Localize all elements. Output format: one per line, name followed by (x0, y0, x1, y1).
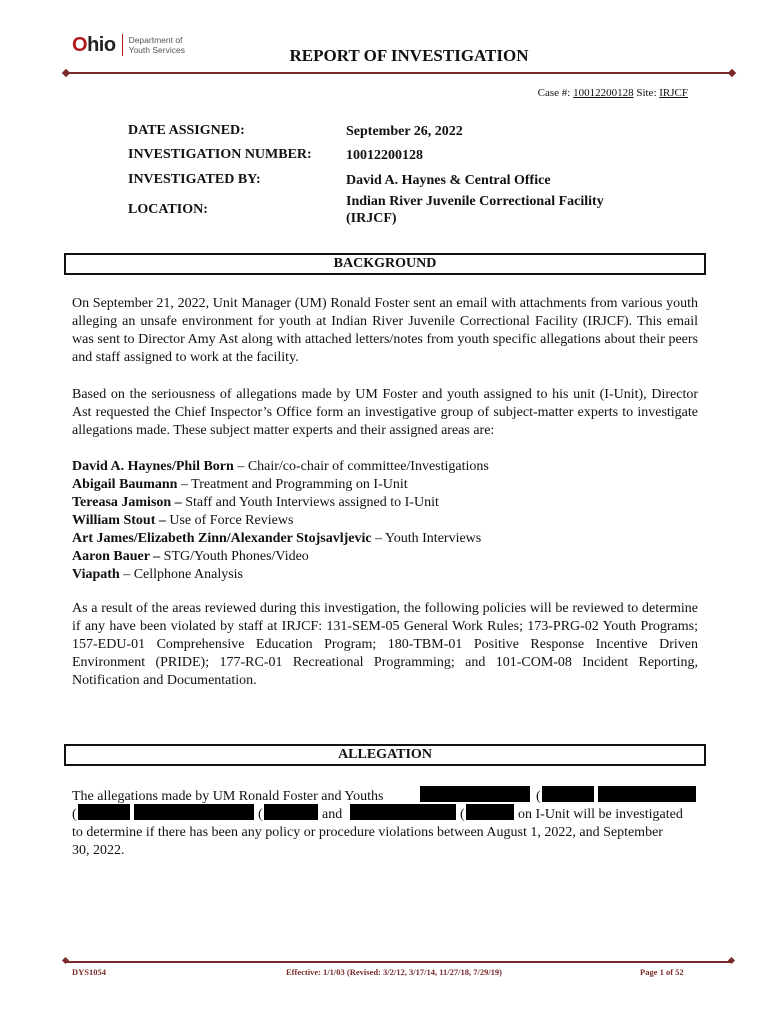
site-label: Site: (636, 87, 657, 99)
footer-page-number: Page 1 of 52 (640, 967, 684, 977)
list-item (72, 512, 698, 530)
location-value (346, 193, 646, 227)
background-paragraph-3: As a result of the areas reviewed during this investigation, the following policies will be reviewed to determine if any have been violated by staff at IRJCF: 131-SEM-05 General Work Rules; 173-PRG-02 Youth Programs; 157-EDU-01 Comprehensive Education Program; 180-TBM-01 Positive Response Incentive Driven Environment (PRIDE); 177-RC-01 Recreational Programming; and 101-COM-08 Incident Reporting, Notification and Documentation. (72, 601, 698, 688)
paren: ( (460, 807, 465, 822)
case-reference (538, 87, 688, 99)
footer-form-id: DYS1054 (72, 967, 107, 977)
footer-effective: Effective: 1/1/03 (Revised: 3/2/12, 3/17/14, 11/27/18, 7/29/19) (286, 967, 503, 977)
site-value: IRJCF (659, 87, 688, 99)
background-paragraph-1: On September 21, 2022, Unit Manager (UM) Ronald Foster sent an email with attachments from various youth alleging an unsafe environment for youth at Indian River Juvenile Correctional Facility (IRJCF). This email was sent to Director Amy Ast along with attached letters/notes from youth specific allegations about their peers and staff assigned to work at the facility. (72, 296, 698, 365)
expert-role: – Youth Interviews (371, 531, 482, 546)
allegation-heading: ALLEGATION (64, 744, 706, 766)
redaction-box (420, 786, 530, 802)
list-item (72, 494, 698, 512)
expert-role: – Cellphone Analysis (119, 567, 243, 582)
investigated-by-value: David A. Haynes & Central Office (346, 173, 551, 188)
expert-name: Tereasa Jamison – (72, 495, 182, 510)
case-label: Case #: (537, 87, 571, 99)
footer-diamond-right (728, 957, 735, 964)
paren: ( (536, 789, 541, 804)
list-item (72, 566, 698, 584)
paren: ( (72, 807, 77, 822)
list-item (72, 530, 698, 548)
expert-name: Abigail Baumann (72, 477, 178, 492)
redaction-box (264, 804, 318, 820)
footer-diamond-left (62, 957, 69, 964)
rule-diamond-right (728, 69, 736, 77)
allegation-line-3: to determine if there has been any policy or procedure violations between August 1, 2022, and September (72, 825, 663, 840)
background-heading: BACKGROUND (64, 253, 706, 275)
redaction-box (78, 804, 130, 820)
expert-name: Viapath (72, 567, 120, 582)
list-item (72, 548, 698, 566)
allegation-text: The allegations made by UM Ronald Foster and Youths (72, 789, 384, 804)
footer-rule (66, 961, 732, 963)
logo-o: O (72, 34, 88, 56)
expert-name: William Stout – (72, 513, 166, 528)
investigation-number-label: INVESTIGATION NUMBER: (128, 147, 312, 162)
dept-line-1: Department of (128, 35, 183, 45)
date-assigned-label: DATE ASSIGNED: (128, 123, 245, 138)
investigation-number-value: 10012200128 (346, 148, 423, 163)
expert-role: Use of Force Reviews (165, 513, 294, 528)
background-paragraph-2: Based on the seriousness of allegations made by UM Foster and youth assigned to his unit (I-Unit), Director Ast requested the Chief Inspector’s Office form an investigative group of subject-matter experts to investigate allegations made. These subject matter experts and their assigned areas are: (72, 387, 698, 438)
redaction-box (466, 804, 514, 820)
redaction-box (598, 786, 696, 802)
location-line-1: Indian River Juvenile Correctional Facility (346, 194, 604, 209)
date-assigned-value: September 26, 2022 (346, 124, 463, 139)
expert-role: STG/Youth Phones/Video (160, 549, 309, 564)
expert-role: Staff and Youth Interviews assigned to I-Unit (181, 495, 439, 510)
expert-name: David A. Haynes/Phil Born (72, 459, 234, 474)
expert-role: – Chair/co-chair of committee/Investigations (233, 459, 489, 474)
location-label: LOCATION: (128, 202, 208, 217)
expert-name: Aaron Bauer – (72, 549, 161, 564)
allegation-line-4: 30, 2022. (72, 843, 125, 858)
location-line-2: (IRJCF) (346, 211, 397, 226)
expert-name: Art James/Elizabeth Zinn/Alexander Stojsavljevic (72, 531, 372, 546)
header-rule (66, 72, 732, 74)
redaction-box (542, 786, 594, 802)
redaction-box (350, 804, 456, 820)
expert-list (72, 458, 698, 584)
paren: ( (258, 807, 263, 822)
list-item (72, 476, 698, 494)
case-number: 10012200128 (573, 87, 634, 99)
redaction-box (134, 804, 254, 820)
dept-line-2: Youth Services (128, 45, 185, 55)
logo-hio: hio (87, 34, 116, 56)
investigated-by-label: INVESTIGATED BY: (128, 172, 261, 187)
allegation-and: and (322, 807, 343, 822)
report-title: REPORT OF INVESTIGATION (289, 46, 529, 65)
expert-role: – Treatment and Programming on I-Unit (177, 477, 408, 492)
list-item (72, 458, 698, 476)
allegation-line-2-end: on I-Unit will be investigated (518, 807, 683, 822)
rule-diamond-left (62, 69, 70, 77)
